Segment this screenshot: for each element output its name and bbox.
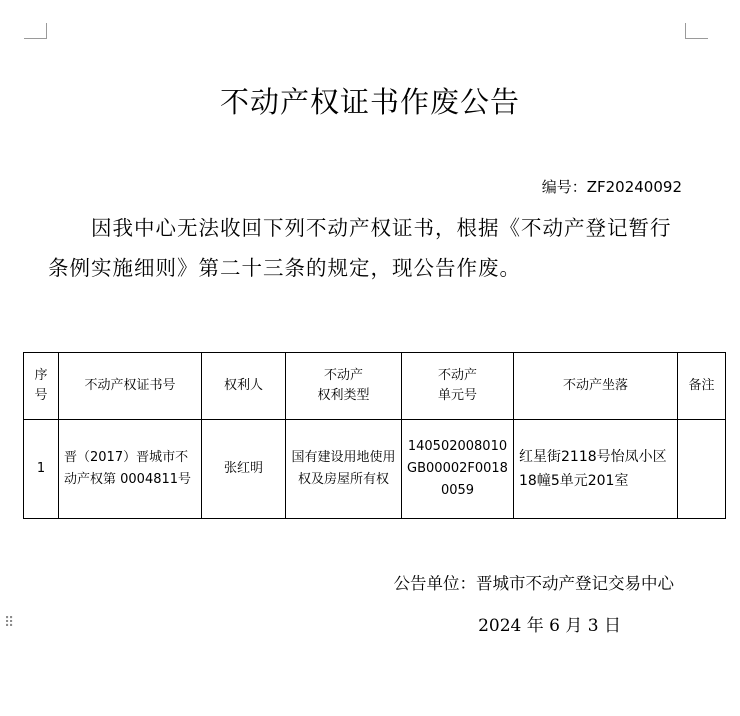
cell-remarks — [678, 420, 726, 519]
cell-unit-no: 140502008010GB00002F00180059 — [402, 420, 514, 519]
document-number: 编号：ZF20240092 — [541, 178, 682, 196]
table-row — [24, 420, 726, 519]
header-rights-type: 不动产 权利类型 — [286, 353, 402, 420]
cell-holder: 张红明 — [202, 420, 286, 519]
header-holder: 权利人 — [202, 353, 286, 420]
cell-seq: 1 — [24, 420, 59, 519]
issue-date: 2024 年 6 月 3 日 — [478, 616, 621, 636]
header-cert-no: 不动产权证书号 — [59, 353, 202, 420]
cell-cert-no: 晋（2017）晋城市不动产权第 0004811号 — [59, 420, 202, 519]
header-seq: 序 号 — [24, 353, 59, 420]
page-title: 不动产权证书作废公告 — [219, 85, 520, 119]
header-location: 不动产坐落 — [514, 353, 678, 420]
cell-rights-type: 国有建设用地使用权及房屋所有权 — [286, 420, 402, 519]
table-drag-handle-icon[interactable]: ⠿ — [4, 615, 15, 631]
header-remarks: 备注 — [678, 353, 726, 420]
table-header-row — [24, 353, 726, 420]
announcement-body: 因我中心无法收回下列不动产权证书，根据《不动产登记暂行条例实施细则》第二十三条的规定，现公告作废。 — [48, 216, 672, 280]
issuing-unit: 公告单位：晋城市不动产登记交易中心 — [393, 574, 674, 593]
cell-location: 红星街2118号怡凤小区18幢5单元201室 — [514, 420, 678, 519]
page-corner-mark-top-right — [685, 23, 708, 39]
header-unit-no: 不动产 单元号 — [402, 353, 514, 420]
certificate-table — [23, 352, 726, 519]
page-corner-mark-top-left — [24, 23, 47, 39]
